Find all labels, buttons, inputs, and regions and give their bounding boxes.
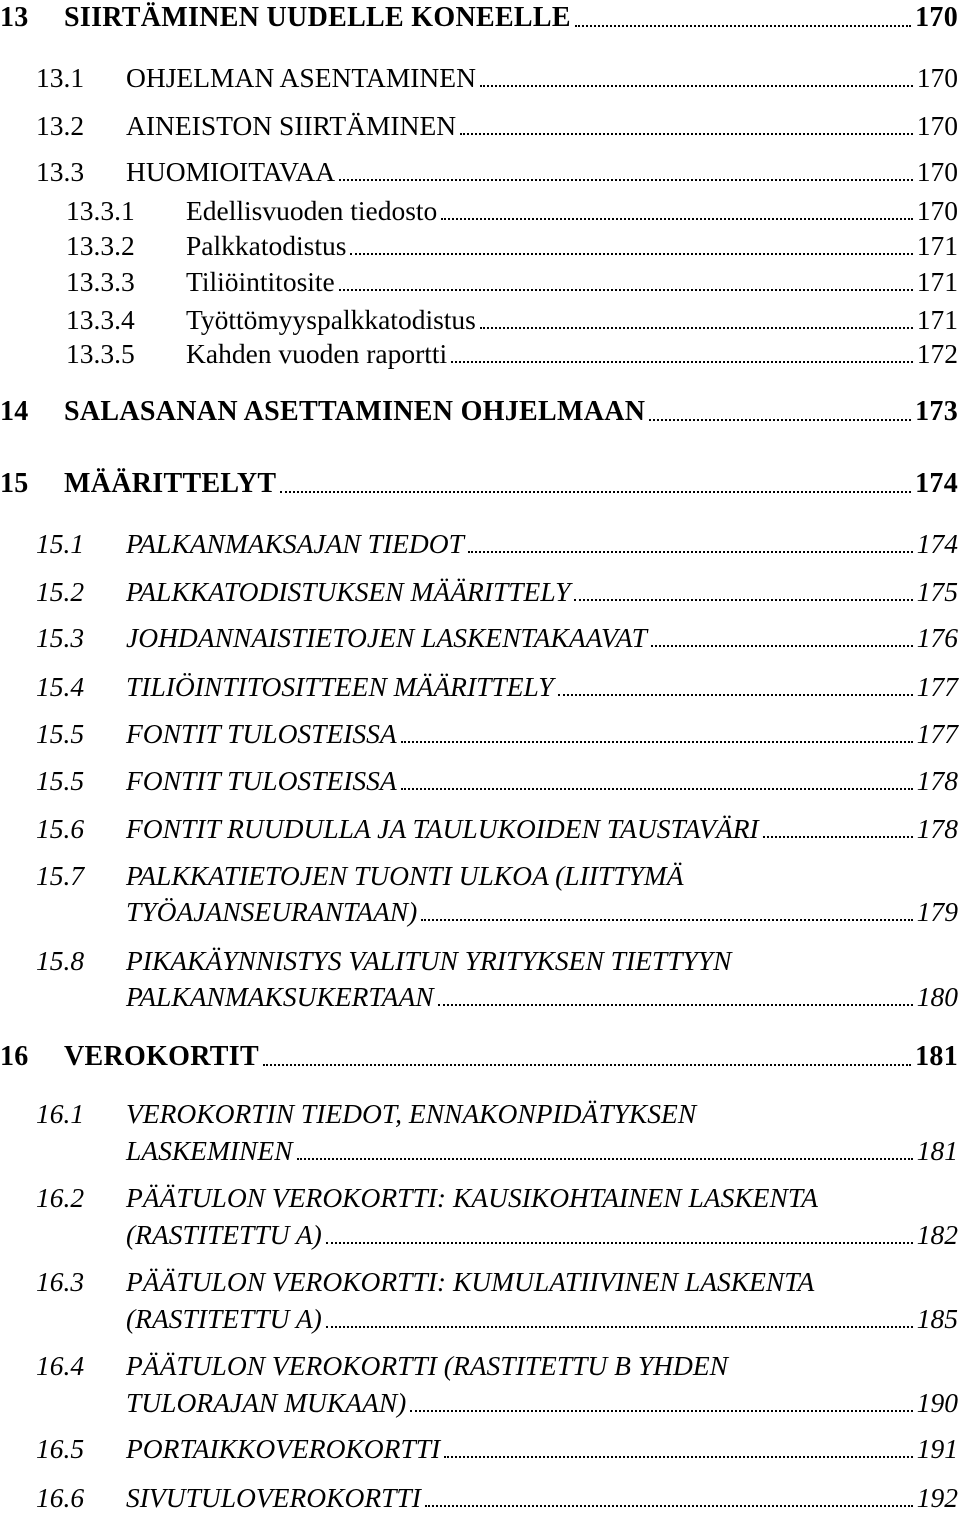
toc-entry-title: Edellisvuoden tiedosto <box>186 195 438 226</box>
dot-leader <box>460 133 913 135</box>
toc-entry-page: 190 <box>916 1387 958 1418</box>
toc-entry-title: PIKAKÄYNNISTYS VALITUN YRITYKSEN TIETTYYN <box>126 945 732 976</box>
dot-leader <box>421 919 913 921</box>
toc-entry-title: JOHDANNAISTIETOJEN LASKENTAKAAVAT <box>126 622 647 653</box>
toc-entry-title: PALKANMAKSAJAN TIEDOT <box>126 528 464 559</box>
toc-entry-page: 191 <box>916 1433 958 1464</box>
toc-entry-number: 16.1 <box>36 1098 85 1129</box>
toc-entry-page: 171 <box>916 230 958 261</box>
dot-leader <box>263 1064 911 1066</box>
toc-entry-title-continued: PALKANMAKSUKERTAAN <box>126 981 434 1012</box>
dot-leader <box>438 1004 913 1006</box>
toc-entry-page: 178 <box>916 813 958 844</box>
toc-entry-title: SIVUTULOVEROKORTTI <box>126 1482 421 1513</box>
dot-leader <box>339 179 913 181</box>
toc-entry-title-continued: (RASTITETTU A) <box>126 1303 322 1334</box>
toc-entry-number: 13.3.2 <box>66 230 135 261</box>
toc-entry-number: 15.2 <box>36 576 85 607</box>
toc-entry-number: 16.2 <box>36 1182 85 1213</box>
toc-entry-number: 13.3.1 <box>66 195 135 226</box>
toc-entry-page: 177 <box>916 671 958 702</box>
toc-entry-page: 171 <box>916 266 958 297</box>
toc-entry-number: 13 <box>0 2 29 33</box>
toc-entry-title: Tiliöintitosite <box>186 266 335 297</box>
toc-entry-title-continued: TULORAJAN MUKAAN) <box>126 1387 407 1418</box>
toc-entry-page: 192 <box>916 1482 958 1513</box>
dot-leader <box>401 741 913 743</box>
toc-entry-title-continued: LASKEMINEN <box>126 1135 293 1166</box>
toc-entry-page: 171 <box>916 304 958 335</box>
toc-entry-page: 179 <box>916 896 958 927</box>
toc-entry-number: 15.8 <box>36 945 85 976</box>
toc-entry-title: TILIÖINTITOSITTEEN MÄÄRITTELY <box>126 671 554 702</box>
toc-entry-title: PÄÄTULON VEROKORTTI: KUMULATIIVINEN LASKENTA <box>126 1266 815 1297</box>
toc-entry-page: 176 <box>916 622 958 653</box>
dot-leader <box>350 253 913 255</box>
toc-entry-title: FONTIT RUUDULLA JA TAULUKOIDEN TAUSTAVÄRI <box>126 813 759 844</box>
toc-entry-number: 15.1 <box>36 528 85 559</box>
toc-entry-number: 16 <box>0 1041 29 1072</box>
toc-entry-number: 15.5 <box>36 765 85 796</box>
dot-leader <box>574 599 913 601</box>
toc-entry-number: 15.4 <box>36 671 85 702</box>
dot-leader <box>558 694 913 696</box>
toc-entry-title: VEROKORTIN TIEDOT, ENNAKONPIDÄTYKSEN <box>126 1098 697 1129</box>
toc-entry-number: 14 <box>0 396 29 427</box>
toc-entry-title: VEROKORTIT <box>64 1041 259 1072</box>
toc-entry-number: 13.3.4 <box>66 304 135 335</box>
dot-leader <box>649 419 911 421</box>
dot-leader <box>763 836 913 838</box>
dot-leader <box>326 1326 913 1328</box>
toc-entry-number: 15.3 <box>36 622 85 653</box>
dot-leader <box>401 788 913 790</box>
toc-entry-page: 170 <box>916 110 958 141</box>
toc-entry-page: 181 <box>915 1041 958 1072</box>
toc-entry-title: MÄÄRITTELYT <box>64 468 277 499</box>
toc-entry-title: SIIRTÄMINEN UUDELLE KONEELLE <box>64 2 571 33</box>
toc-entry-number: 13.3.5 <box>66 338 135 369</box>
toc-entry-number: 15 <box>0 468 29 499</box>
toc-entry-title: PALKKATIETOJEN TUONTI ULKOA (LIITTYMÄ <box>126 860 684 891</box>
dot-leader <box>451 361 913 363</box>
toc-entry-number: 13.1 <box>36 62 85 93</box>
toc-entry-page: 181 <box>916 1135 958 1166</box>
toc-entry-number: 16.3 <box>36 1266 85 1297</box>
toc-entry-page: 182 <box>916 1219 958 1250</box>
dot-leader <box>651 645 913 647</box>
toc-entry-number: 15.5 <box>36 718 85 749</box>
dot-leader <box>441 218 913 220</box>
toc-entry-title: SALASANAN ASETTAMINEN OHJELMAAN <box>64 396 646 427</box>
toc-entry-title: Kahden vuoden raportti <box>186 338 448 369</box>
dot-leader <box>480 85 913 87</box>
toc-entry-number: 13.3 <box>36 156 85 187</box>
dot-leader <box>326 1242 913 1244</box>
toc-entry-page: 172 <box>916 338 958 369</box>
toc-entry-page: 178 <box>916 765 958 796</box>
dot-leader <box>425 1505 913 1507</box>
toc-entry-page: 170 <box>916 195 958 226</box>
toc-entry-title: Palkkatodistus <box>186 230 347 261</box>
toc-entry-number: 16.4 <box>36 1350 85 1381</box>
dot-leader <box>468 551 913 553</box>
toc-entry-page: 175 <box>916 576 958 607</box>
toc-entry-page: 173 <box>915 396 958 427</box>
toc-entry-page: 170 <box>915 2 958 33</box>
dot-leader <box>480 327 913 329</box>
toc-entry-number: 16.6 <box>36 1482 85 1513</box>
dot-leader <box>575 25 911 27</box>
toc-entry-number: 16.5 <box>36 1433 85 1464</box>
toc-entry-title-continued: (RASTITETTU A) <box>126 1219 322 1250</box>
toc-entry-title: PALKKATODISTUKSEN MÄÄRITTELY <box>126 576 571 607</box>
toc-entry-title: FONTIT TULOSTEISSA <box>126 765 397 796</box>
dot-leader <box>280 491 911 493</box>
toc-entry-title-continued: TYÖAJANSEURANTAAN) <box>126 896 418 927</box>
toc-entry-page: 170 <box>916 62 958 93</box>
toc-entry-page: 174 <box>915 468 958 499</box>
toc-entry-number: 13.3.3 <box>66 266 135 297</box>
toc-entry-number: 15.6 <box>36 813 85 844</box>
dot-leader <box>297 1158 913 1160</box>
toc-entry-title: FONTIT TULOSTEISSA <box>126 718 397 749</box>
toc-entry-title: Työttömyyspalkkatodistus <box>186 304 476 335</box>
toc-entry-page: 185 <box>916 1303 958 1334</box>
toc-entry-title: OHJELMAN ASENTAMINEN <box>126 62 476 93</box>
dot-leader <box>339 289 913 291</box>
toc-entry-number: 13.2 <box>36 110 85 141</box>
toc-entry-number: 15.7 <box>36 860 85 891</box>
toc-entry-title: HUOMIOITAVAA <box>126 156 336 187</box>
toc-entry-title: PORTAIKKOVEROKORTTI <box>126 1433 441 1464</box>
toc-entry-page: 177 <box>916 718 958 749</box>
dot-leader <box>410 1410 913 1412</box>
toc-entry-title: AINEISTON SIIRTÄMINEN <box>126 110 457 141</box>
dot-leader <box>444 1456 913 1458</box>
toc-entry-page: 174 <box>916 528 958 559</box>
toc-entry-title: PÄÄTULON VEROKORTTI: KAUSIKOHTAINEN LASKENTA <box>126 1182 818 1213</box>
toc-entry-page: 170 <box>916 156 958 187</box>
toc-entry-title: PÄÄTULON VEROKORTTI (RASTITETTU B YHDEN <box>126 1350 728 1381</box>
toc-entry-page: 180 <box>916 981 958 1012</box>
